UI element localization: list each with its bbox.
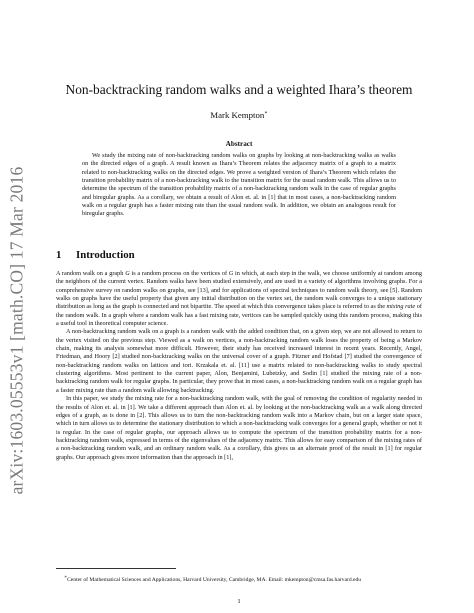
p1-text-c: in which, at each step in the walk, we choose uniformly at random among the neighbors of the current vertex. Random walks have been studied extensively, and are used in a variety of algorithms involving graphs. For a comprehensive survey on random walks on graphs, see [13], and for applications of spectral techniques to random walk theory, see [5]. Random walks on graphs have the useful property that given any initial distribution on the vertex set, the random walk converges to a unique stationary distribution as long as the graph is connected and not bipartite. The speed at which this convergence takes place is referred to as the <box>56 270 423 311</box>
p1-emphasis: mixing rate <box>386 303 416 311</box>
p1-text-d: of the random walk. In a graph where a random walk has a fast mixing rate, vertices can be sampled quickly using this random process, making this a useful tool in theoretical computer science. <box>56 303 422 328</box>
paper-title: Non-backtracking random walks and a weighted Ihara’s theorem <box>65 82 413 97</box>
section-title: Introduction <box>76 249 135 261</box>
section-heading <box>56 249 135 261</box>
p1-text-a: A random walk on a graph <box>56 270 126 277</box>
abstract-heading: Abstract <box>225 140 253 148</box>
math-var-g: G <box>228 270 234 277</box>
p1-text-b: is a random process on the vertices of <box>129 270 229 277</box>
author-line <box>56 110 422 120</box>
paragraph-3: In this paper, we study the mixing rate for a non-backtracking random walk, with the goal of removing the condition of regularity needed in the results of Alon et. al. in [1]. We take a different approach than Alon et. al. by looking at the non-backtracking walk as a walk along directed edges of a graph, as is done in [2]. This allows us to turn the non-backtracking random walk into a Markov chain, but on a larger state space, which in turn allows us to determine the stationary distribution to which a non-backtracking walk converges for a general graph, whether or not it is regular. In the case of regular graphs, our approach allows us to compute the spectrum of the transition probability matrix for a non-backtracking random walk, expressed in terms of the eigenvalues of the adjacency matrix. This allows for easy comparison of the mixing rates of a non-backtracking random walk, and an ordinary random walk. As a corollary, this gives us an alternate proof of the result in [1] for regular graphs. Our approach gives more information than the approach in [1], <box>56 395 422 461</box>
paragraph-2: A non-backtracking random walk on a graph is a random walk with the added condition that, on a given step, we are not allowed to return to the vertex visited on the previous step. Viewed as a walk on vertices, a non-backtracking random walk loses the property of being a Markov chain, making its analysis somewhat more difficult. However, their study has received increased interest in recent years. Recently, Angel, Friedman, and Hoory [2] studied non-backtracking walks on the universal cover of a graph. Fitzner and Hofstad [7] studied the convergence of non-backtracking random walks on lattices and tori. Krzakala et. al. [11] use a matrix related to non-backtracking walks to study spectral clustering algorithms. Most pertinent to the current paper, Alon, Benjamini, Lubetzky, and Sodin [1] studied the mixing rate of a non-backtracking random walk for regular graphs. In particular, they prove that in most cases, a non-backtracking random walk on a regular graph has a faster mixing rate than a random walk allowing backtracking. <box>56 328 422 394</box>
body-text <box>56 270 422 462</box>
footnote-text: Center of Mathematical Sciences and Applications, Harvard University, Cambridge, MA. Email: mkempton@cmsa.fas.harvard.edu <box>67 576 362 583</box>
page-number: 1 <box>237 598 241 605</box>
author-name: Mark Kempton <box>210 110 265 120</box>
footnote-mark: ∗ <box>64 574 68 579</box>
footnote-rule <box>56 568 176 569</box>
section-number: 1 <box>56 249 62 261</box>
author-footnote-mark: ∗ <box>264 111 268 117</box>
footnote <box>56 573 422 584</box>
paragraph-1 <box>56 270 422 328</box>
arxiv-stamp: arXiv:1603.05553v1 [math.CO] 17 Mar 2016 <box>6 166 27 494</box>
arxiv-stamp-container <box>2 120 32 540</box>
math-var-g: G <box>125 270 130 277</box>
abstract-text: We study the mixing rate of non-backtracking random walks on graphs by looking at non-backtracking walks as walks on the directed edges of a graph. A result known as Ihara’s Theorem relates the adjacency matrix of a graph to a matrix related to non-backtracking walks on the directed edges. We prove a weighted version of Ihara’s Theorem which relates the transition probability matrix of a non-backtracking walk to the transition matrix for the usual random walk. This allows us to determine the spectrum of the transition probability matrix of a non-backtracking random walk in the case of regular graphs and biregular graphs. As a corollary, we obtain a result of Alon et. al. in [1] that in most cases, a non-backtracking random walk on a regular graph has a faster mixing rate than the usual random walk. In addition, we obtain an analogous result for biregular graphs. <box>82 152 396 218</box>
